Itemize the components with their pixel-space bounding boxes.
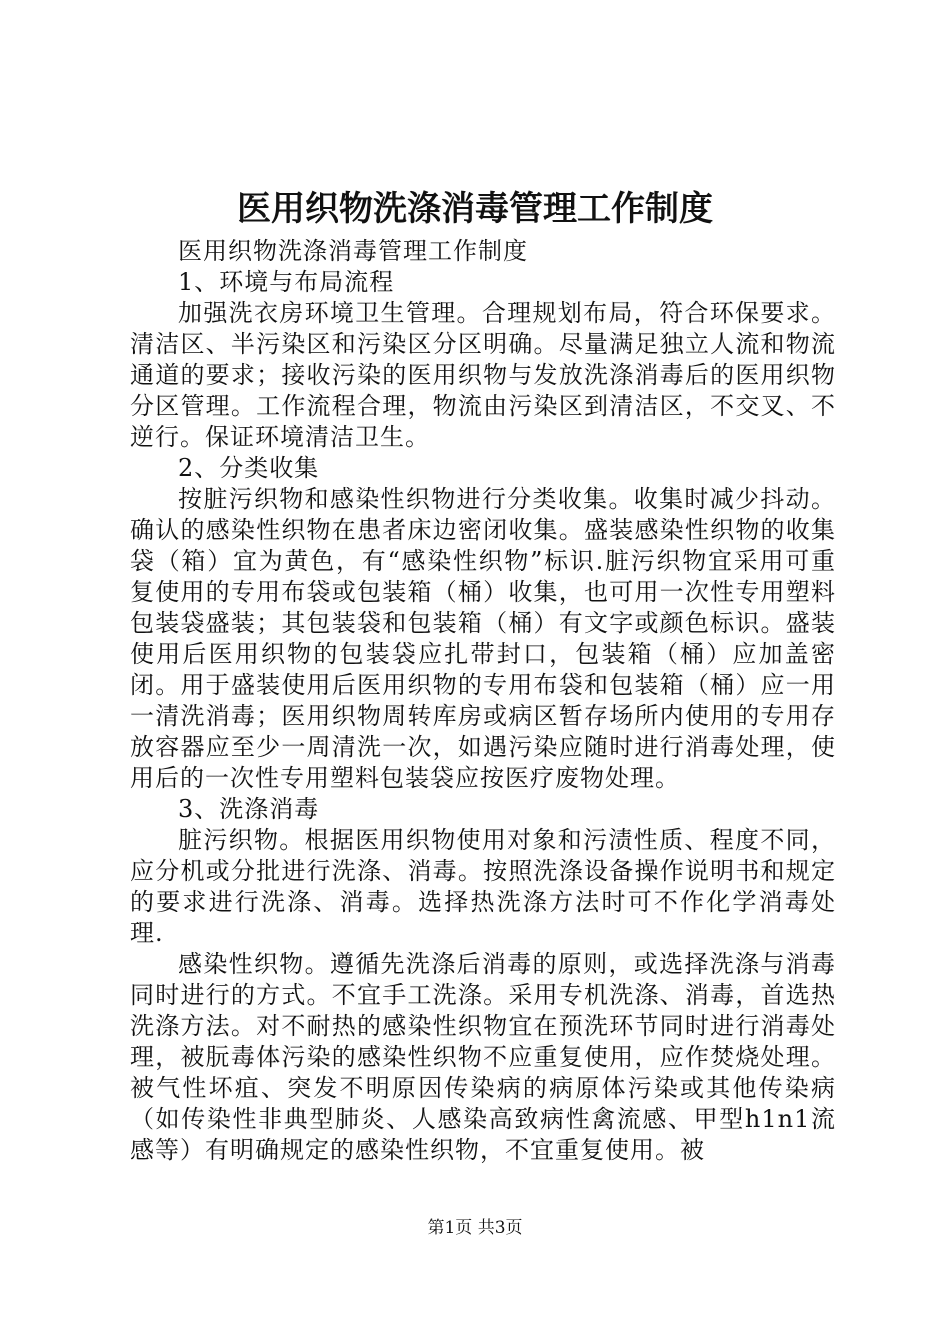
- document-subtitle: 医用织物洗涤消毒管理工作制度: [178, 237, 528, 265]
- page-footer: 第1页 共3页: [427, 1218, 523, 1238]
- document-body: [130, 236, 836, 1166]
- section-heading-collection: 2、分类收集: [178, 454, 320, 482]
- document-title: 医用织物洗涤消毒管理工作制度: [237, 189, 713, 229]
- section-paragraph-dirty-fabric: 脏污织物。根据医用织物使用对象和污渍性质、程度不同，应分机或分批进行洗涤、消毒。按照洗涤设备操作说明书和规定的要求进行洗涤、消毒。选择热洗涤方法时可不作化学消毒处理.: [130, 826, 836, 947]
- section-heading-layout: 1、环境与布局流程: [178, 268, 395, 296]
- section-heading-washing: 3、洗涤消毒: [178, 795, 320, 823]
- section-paragraph-layout: 加强洗衣房环境卫生管理。合理规划布局，符合环保要求。清洁区、半污染区和污染区分区明确。尽量满足独立人流和物流通道的要求；接收污染的医用织物与发放洗涤消毒后的医用织物分区管理。工作流程合理，物流由污染区到清洁区，不交叉、不逆行。保证环境清洁卫生。: [130, 299, 836, 451]
- section-paragraph-infectious-fabric: 感染性织物。遵循先洗涤后消毒的原则，或选择洗涤与消毒同时进行的方式。不宜手工洗涤。采用专机洗涤、消毒，首选热洗涤方法。对不耐热的感染性织物宜在预洗环节同时进行消毒处理，被朊毒体污染的感染性织物不应重复使用，应作焚烧处理。被气性坏疽、突发不明原因传染病的病原体污染或其他传染病（如传染性非典型肺炎、人感染高致病性禽流感、甲型h1n1流感等）有明确规定的感染性织物，不宜重复使用。被: [130, 950, 836, 1164]
- section-paragraph-collection: 按脏污织物和感染性织物进行分类收集。收集时减少抖动。确认的感染性织物在患者床边密闭收集。盛装感染性织物的收集袋（箱）宜为黄色，有“感染性织物”标识.脏污织物宜采用可重复使用的专用布袋或包装箱（桶）收集，也可用一次性专用塑料包装袋盛装；其包装袋和包装箱（桶）有文字或颜色标识。盛装使用后医用织物的包装袋应扎带封口，包装箱（桶）应加盖密闭。用于盛装使用后医用织物的专用布袋和包装箱（桶）应一用一清洗消毒；医用织物周转库房或病区暂存场所内使用的专用存放容器应至少一周清洗一次，如遇污染应随时进行消毒处理，使用后的一次性专用塑料包装袋应按医疗废物处理。: [130, 485, 836, 792]
